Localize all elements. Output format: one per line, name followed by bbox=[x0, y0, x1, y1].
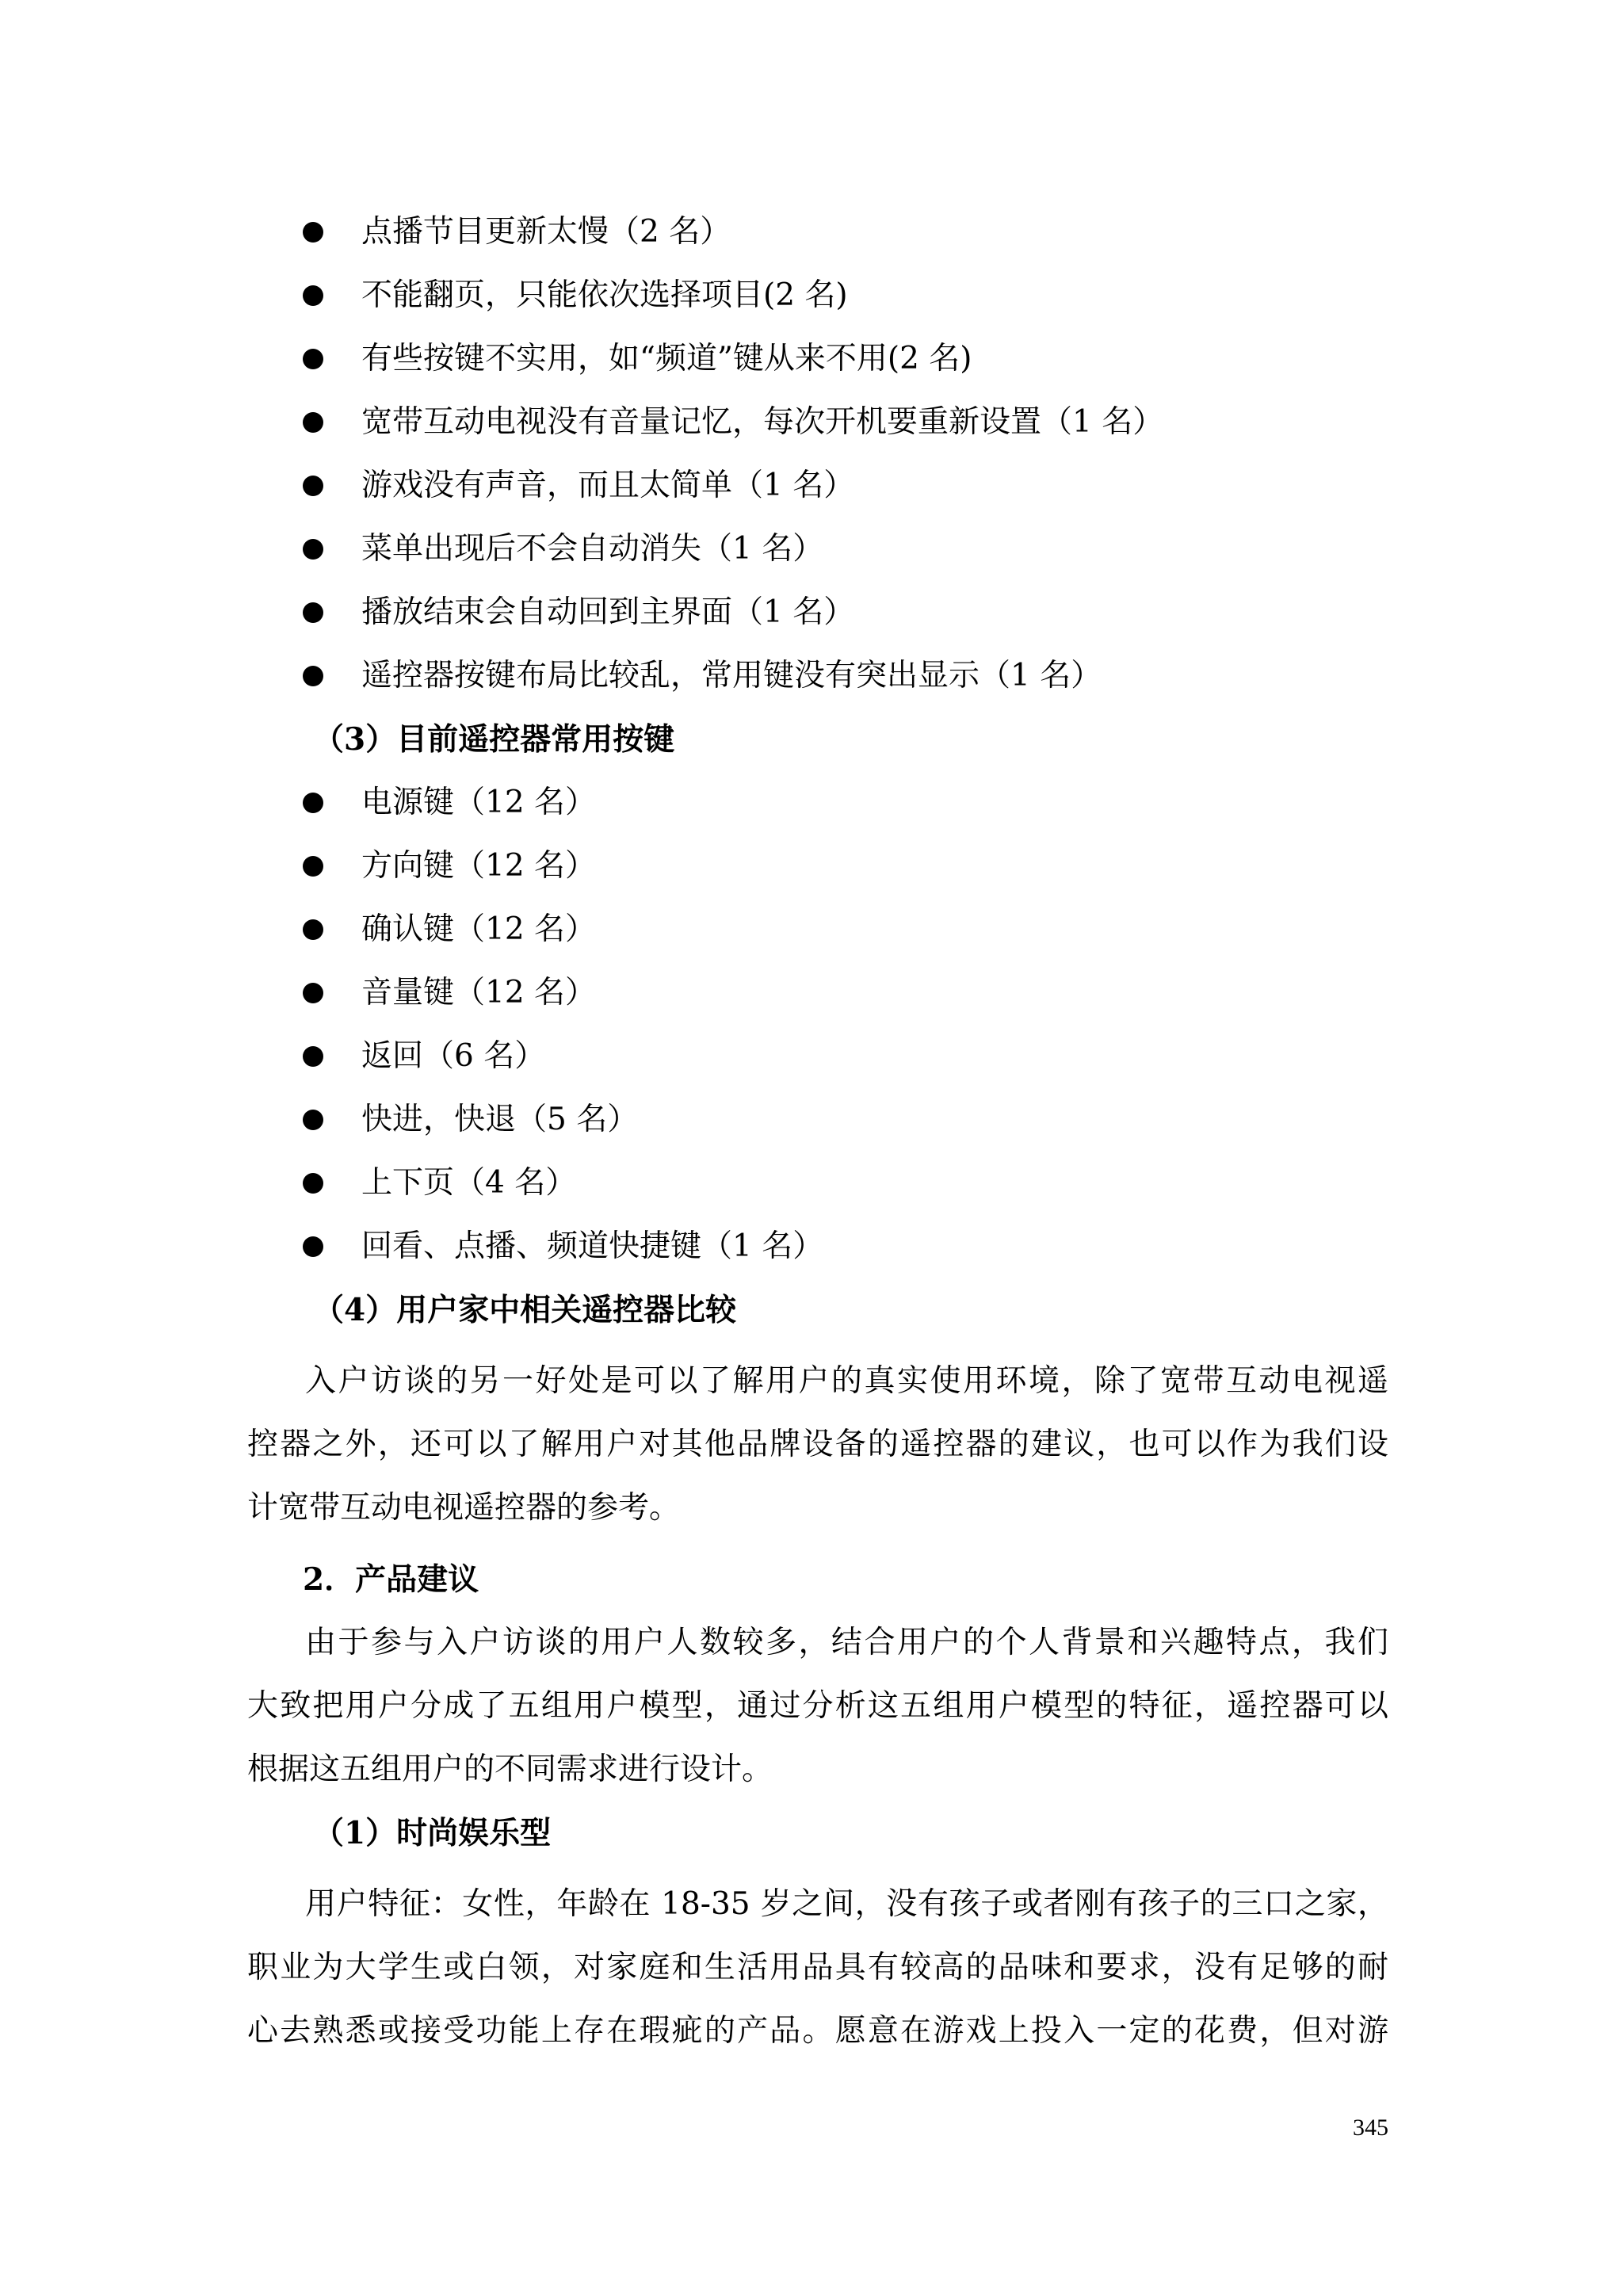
list-item-text: 音量键（12 名） bbox=[361, 975, 597, 1010]
paragraph-line: 职业为大学生或白领，对家庭和生活用品具有较高的品味和要求，没有足够的耐 bbox=[247, 1950, 1388, 1985]
bullet-icon bbox=[303, 1110, 323, 1130]
section-heading: （1）时尚娱乐型 bbox=[313, 1815, 552, 1851]
list-item-text: 宽带互动电视没有音量记忆，每次开机要重新设置（1 名） bbox=[361, 404, 1164, 440]
bullet-icon bbox=[303, 666, 323, 686]
list-item-text: 菜单出现后不会自动消失（1 名） bbox=[361, 531, 824, 567]
list-item bbox=[303, 1223, 823, 1270]
list-item bbox=[303, 779, 596, 827]
list-item bbox=[303, 969, 596, 1017]
list-item bbox=[303, 1096, 638, 1144]
section-heading: 2．产品建议 bbox=[303, 1561, 479, 1598]
list-item bbox=[303, 399, 1163, 446]
list-item bbox=[303, 335, 972, 383]
bullet-icon bbox=[303, 285, 323, 306]
paragraph-line: 计宽带互动电视遥控器的参考。 bbox=[247, 1490, 681, 1526]
section-heading: （3）目前遥控器常用按键 bbox=[313, 721, 675, 758]
list-item-text: 快进，快退（5 名） bbox=[361, 1102, 639, 1137]
bullet-icon bbox=[303, 222, 323, 243]
list-item-text: 确认键（12 名） bbox=[361, 911, 597, 947]
paragraph-line: 控器之外，还可以了解用户对其他品牌设备的遥控器的建议，也可以作为我们设 bbox=[247, 1427, 1388, 1462]
bullet-icon bbox=[303, 1173, 323, 1194]
bullet-icon bbox=[303, 476, 323, 496]
list-item-text: 遥控器按键布局比较乱，常用键没有突出显示（1 名） bbox=[361, 658, 1102, 693]
list-item bbox=[303, 589, 854, 636]
bullet-icon bbox=[303, 1236, 323, 1257]
list-item-text: 上下页（4 名） bbox=[361, 1165, 577, 1201]
list-item bbox=[303, 272, 848, 319]
list-item bbox=[303, 1159, 576, 1207]
list-item bbox=[303, 906, 596, 953]
list-item-text: 回看、点播、频道快捷键（1 名） bbox=[361, 1228, 824, 1264]
list-item bbox=[303, 462, 854, 510]
list-item-text: 播放结束会自动回到主界面（1 名） bbox=[361, 594, 855, 630]
paragraph-line: 入户访谈的另一好处是可以了解用户的真实使用环境，除了宽带互动电视遥 bbox=[305, 1363, 1388, 1399]
page-number: 345 bbox=[1353, 2115, 1388, 2141]
bullet-icon bbox=[303, 349, 323, 369]
list-item-text: 有些按键不实用，如“频道”键从来不用(2 名) bbox=[361, 341, 972, 376]
list-item-text: 游戏没有声音，而且太简单（1 名） bbox=[361, 468, 855, 503]
list-item-text: 电源键（12 名） bbox=[361, 785, 597, 820]
paragraph-line: 心去熟悉或接受功能上存在瑕疵的产品。愿意在游戏上投入一定的花费，但对游 bbox=[247, 2013, 1388, 2049]
list-item-text: 方向键（12 名） bbox=[361, 848, 597, 884]
bullet-icon bbox=[303, 539, 323, 560]
bullet-icon bbox=[303, 412, 323, 433]
bullet-icon bbox=[303, 856, 323, 877]
bullet-icon bbox=[303, 919, 323, 940]
list-item bbox=[303, 525, 823, 573]
list-item bbox=[303, 652, 1102, 700]
bullet-icon bbox=[303, 602, 323, 623]
list-item-text: 返回（6 名） bbox=[361, 1038, 546, 1074]
bullet-icon bbox=[303, 793, 323, 813]
paragraph-line: 根据这五组用户的不同需求进行设计。 bbox=[247, 1752, 773, 1787]
list-item-text: 不能翻页，只能依次选择项目(2 名) bbox=[361, 277, 848, 313]
paragraph-line: 大致把用户分成了五组用户模型，通过分析这五组用户模型的特征，遥控器可以 bbox=[247, 1688, 1388, 1724]
list-item bbox=[303, 208, 731, 256]
paragraph-line: 用户特征：女性，年龄在 18-35 岁之间，没有孩子或者刚有孩子的三口之家， bbox=[305, 1886, 1388, 1922]
list-item bbox=[303, 842, 596, 890]
bullet-icon bbox=[303, 1046, 323, 1067]
section-heading: （4）用户家中相关遥控器比较 bbox=[313, 1292, 737, 1328]
list-item bbox=[303, 1033, 545, 1080]
bullet-icon bbox=[303, 983, 323, 1003]
paragraph-line: 由于参与入户访谈的用户人数较多，结合用户的个人背景和兴趣特点，我们 bbox=[305, 1625, 1388, 1660]
list-item-text: 点播节目更新太慢（2 名） bbox=[361, 214, 731, 250]
